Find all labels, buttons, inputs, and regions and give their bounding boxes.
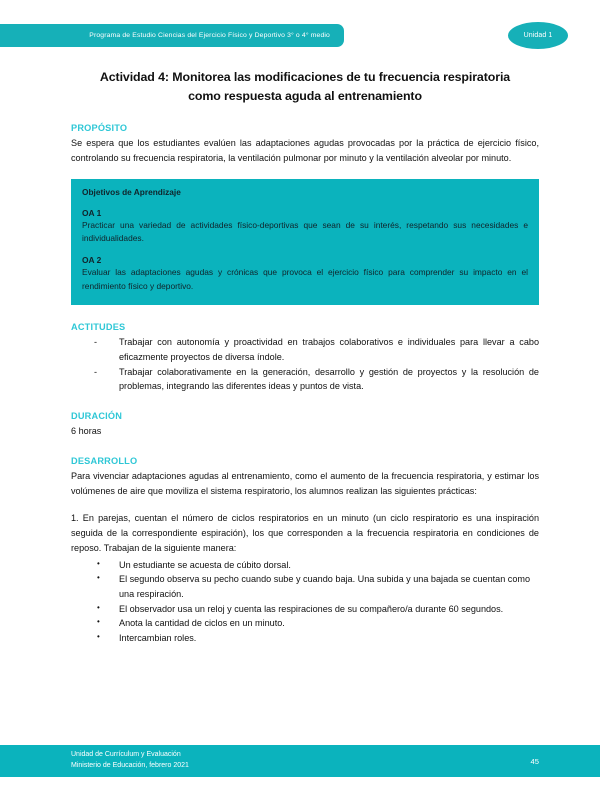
page-footer (0, 745, 600, 777)
objetivo-item (82, 208, 528, 246)
objetivo-item (82, 255, 528, 293)
page-title (71, 68, 539, 106)
page-number: 45 (530, 756, 539, 766)
list-item: • Anota la cantidad de ciclos en un minuto. (71, 616, 539, 631)
list-item: - Trabajar con autonomía y proactividad en trabajos colaborativos e individuales para llevar a cabo eficazmente proyectos de diversa índole. (71, 335, 539, 364)
proposito-heading: PROPÓSITO (71, 123, 128, 134)
objetivo-text: Evaluar las adaptaciones agudas y crónicas que provoca el ejercicio físico para comprender su impacto en el rendimiento físico y deportivo. (82, 267, 528, 291)
footer-line-1: Unidad de Currículum y Evaluación (71, 751, 181, 759)
list-item: • Un estudiante se acuesta de cúbito dorsal. (71, 558, 539, 573)
list-item: • El segundo observa su pecho cuando sube y cuando baja. Una subida y una bajada se cuentan como una respiración. (71, 572, 539, 601)
duracion-text: 6 horas (71, 426, 102, 437)
duracion-heading: DURACIÓN (71, 411, 123, 422)
page-title-line2: como respuesta aguda al entrenamiento (188, 89, 422, 104)
footer-org (71, 750, 189, 772)
unit-badge-text: Unidad 1 (523, 32, 553, 39)
desarrollo-heading: DESARROLLO (71, 455, 138, 466)
footer-inner (71, 745, 539, 777)
list-item: • Intercambian roles. (71, 631, 539, 646)
desarrollo-intro: Para vivenciar adaptaciones agudas al entrenamiento, como el aumento de la frecuencia respiratoria, y estimar los volúmenes de aire que moviliza el sistema respiratorio, los alumnos realizan las siguientes prácticas: (71, 470, 539, 496)
objetivos-box-title: Objetivos de Aprendizaje (82, 186, 181, 197)
desarrollo-step-1: 1. En parejas, cuentan el número de ciclos respiratorios en un minuto (un ciclo respiratorio es una inspiración seguida de la correspondiente espiración), los que corresponden a la frecuencia respiratoria en condiciones de reposo. Trabajan de la siguiente manera: (71, 513, 539, 553)
objetivo-code: OA 1 (82, 207, 102, 218)
page-content (71, 0, 539, 646)
objetivos-box (71, 179, 539, 305)
objetivo-code: OA 2 (82, 255, 102, 266)
objetivo-text: Practicar una variedad de actividades físico-deportivas que sean de su interés, respetando sus necesidades e individualidades. (82, 219, 528, 244)
program-banner-text: Programa de Estudio Ciencias del Ejercicio Físico y Deportivo 3° o 4° medio (89, 32, 330, 39)
proposito-text: Se espera que los estudiantes evalúen las adaptaciones agudas provocadas por la práctica de ejercicio físico, controlando su frecuencia respiratoria, la ventilación pulmonar por minuto y la ventilación alveolar por minuto. (71, 138, 539, 164)
list-item: • El observador usa un reloj y cuenta las respiraciones de su compañero/a durante 60 segundos. (71, 602, 539, 617)
actitudes-heading: ACTITUDES (71, 322, 126, 333)
actitudes-list (71, 335, 539, 394)
page-title-line1: Actividad 4: Monitorea las modificaciones de tu frecuencia respiratoria (99, 70, 511, 84)
desarrollo-step-1-bullets (71, 558, 539, 646)
footer-line-2: Ministerio de Educación, febrero 2021 (71, 762, 189, 769)
list-item: - Trabajar colaborativamente en la generación, desarrollo y gestión de proyectos y la resolución de problemas, integrando las diferentes ideas y puntos de vista. (71, 365, 539, 394)
